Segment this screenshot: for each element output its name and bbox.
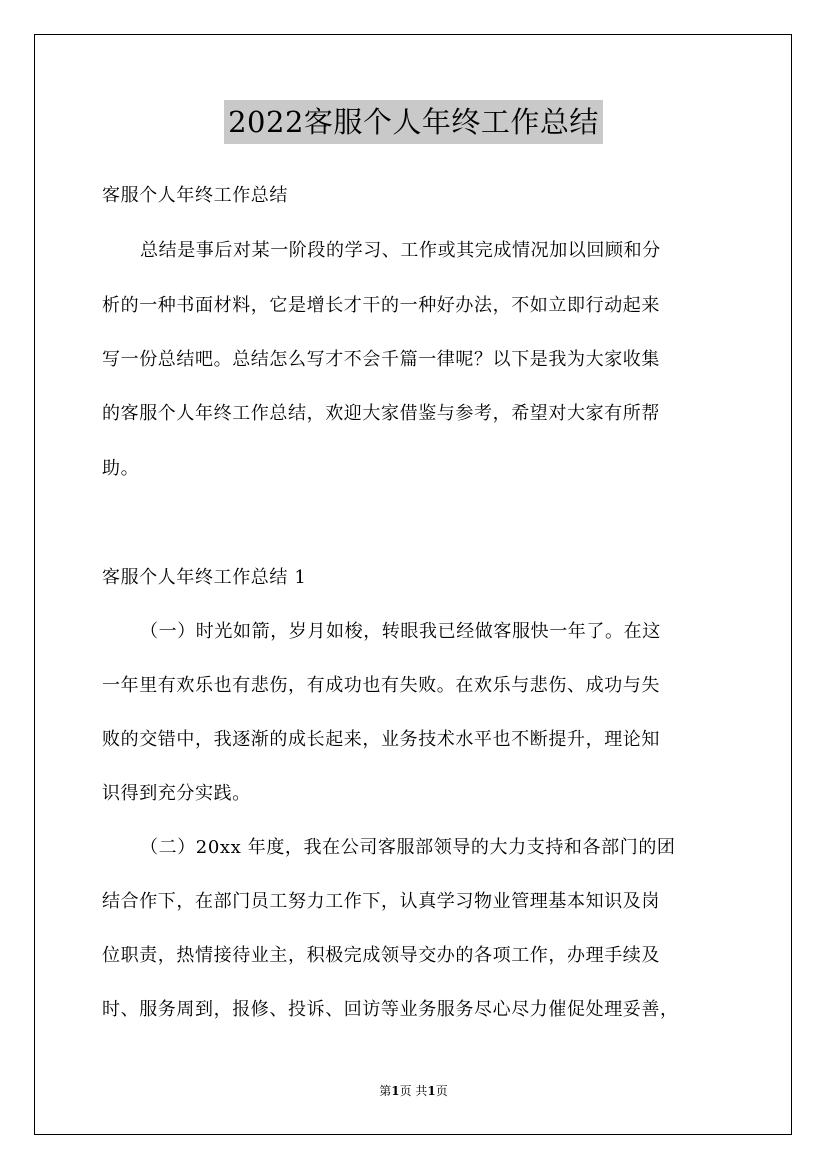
para2-line-2: 结合作下，在部门员工努力工作下，认真学习物业管理基本知识及岗 xyxy=(102,891,660,912)
subtitle: 客服个人年终工作总结 xyxy=(102,185,288,206)
footer-prefix: 第 xyxy=(379,1084,392,1098)
footer-page-total: 1 xyxy=(427,1084,436,1098)
intro-line-2: 析的一种书面材料，它是增长才干的一种好办法，不如立即行动起来 xyxy=(102,295,660,316)
intro-line-4: 的客服个人年终工作总结，欢迎大家借鉴与参考，希望对大家有所帮 xyxy=(102,403,660,424)
footer-suffix: 页 xyxy=(435,1084,448,1098)
intro-line-5: 助。 xyxy=(102,458,140,479)
para2-line-4: 时、服务周到，报修、投诉、回访等业务服务尽心尽力催促处理妥善， xyxy=(102,999,679,1020)
intro-line-1: 总结是事后对某一阶段的学习、工作或其完成情况加以回顾和分 xyxy=(140,240,661,261)
footer-page-number: 1 xyxy=(391,1084,400,1098)
page-footer xyxy=(0,1082,827,1099)
footer-mid: 页 共 xyxy=(399,1084,428,1098)
para2-line-3: 位职责，热情接待业主，积极完成领导交办的各项工作，办理手续及 xyxy=(102,945,660,966)
document-title: 2022客服个人年终工作总结 xyxy=(224,100,603,144)
para1-line-1: （一）时光如箭，岁月如梭，转眼我已经做客服快一年了。在这 xyxy=(140,621,661,642)
para1-line-3: 败的交错中，我逐渐的成长起来，业务技术水平也不断提升，理论知 xyxy=(102,729,660,750)
intro-line-3: 写一份总结吧。总结怎么写才不会千篇一律呢？以下是我为大家收集 xyxy=(102,349,660,370)
section-heading: 客服个人年终工作总结 1 xyxy=(102,567,307,588)
title-container xyxy=(0,100,827,144)
para1-line-2: 一年里有欢乐也有悲伤，有成功也有失败。在欢乐与悲伤、成功与失 xyxy=(102,675,660,696)
para2-line-1: （二）20xx 年度，我在公司客服部领导的大力支持和各部门的团 xyxy=(140,837,676,858)
para1-line-4: 识得到充分实践。 xyxy=(102,783,251,804)
